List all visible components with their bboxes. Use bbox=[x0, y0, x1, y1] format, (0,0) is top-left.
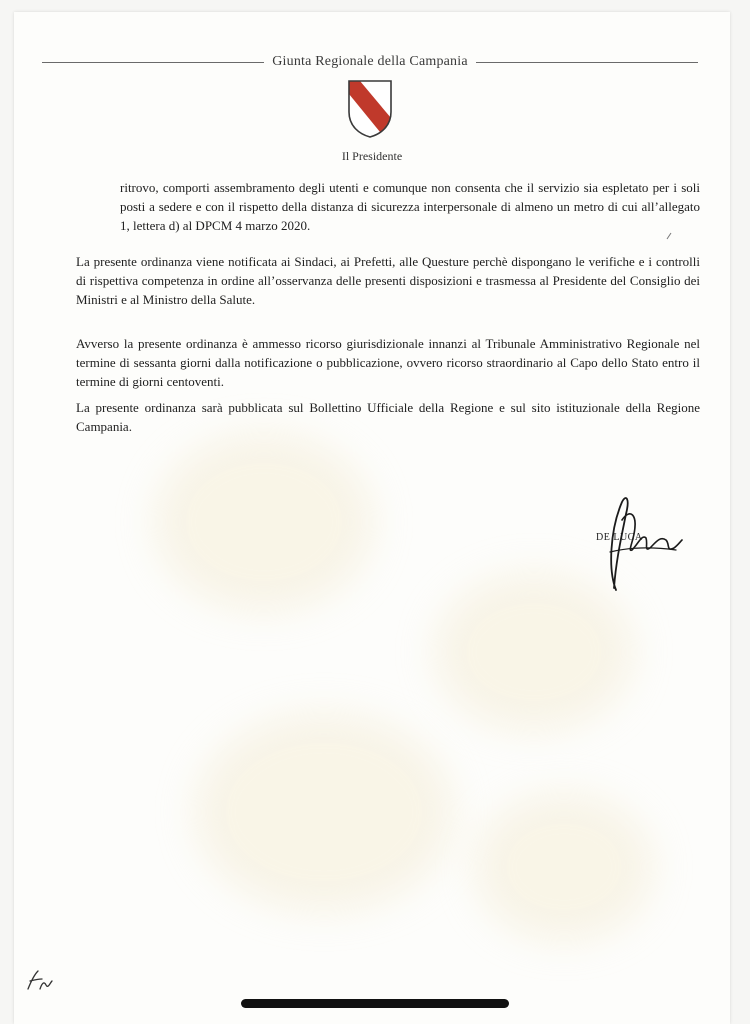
paper-stain bbox=[474, 792, 654, 942]
handwritten-initials-icon bbox=[24, 967, 54, 993]
document-page[interactable] bbox=[14, 12, 730, 1024]
paper-stain bbox=[194, 712, 454, 912]
letterhead-title: Giunta Regionale della Campania bbox=[272, 54, 468, 69]
home-indicator[interactable] bbox=[241, 999, 509, 1008]
letterhead bbox=[42, 54, 698, 70]
notification-paragraph: La presente ordinanza viene notificata ai Sindaci, ai Prefetti, alle Questure perchè dispongano le verifiche e i controlli di rispettiva competenza in ordine all’osservanza delle presenti disposizioni e trasmessa al Presidente del Consiglio dei Ministri e al Ministro della Salute. bbox=[76, 254, 700, 307]
office-subtitle: Il Presidente bbox=[341, 149, 403, 163]
publication-paragraph: La presente ordinanza sarà pubblicata sul Bollettino Ufficiale della Regione e sul sito istituzionale della Regione Campania. bbox=[76, 400, 700, 434]
handwritten-signature-icon bbox=[586, 490, 686, 600]
continuation-paragraph: ritrovo, comporti assembramento degli utenti e comunque non consenta che il servizio sia espletato per i soli posti a sedere e con il rispetto della distanza di sicurezza interpersonale di almeno un metro di cui all’allegato 1, lettera d) al DPCM 4 marzo 2020. bbox=[120, 180, 700, 233]
letterhead-rule-left bbox=[42, 62, 264, 63]
campania-coat-of-arms-icon bbox=[346, 78, 394, 140]
signatory-name: DE LUCA bbox=[596, 532, 643, 543]
paper-stain bbox=[154, 432, 374, 612]
appeal-paragraph: Avverso la presente ordinanza è ammesso ricorso giurisdizionale innanzi al Tribunale Amministrativo Regionale nel termine di sessanta giorni dalla notificazione o pubblicazione, ovvero ricorso straordinario al Capo dello Stato entro il termine di giorni centoventi. bbox=[76, 336, 700, 389]
letterhead-rule-right bbox=[476, 62, 698, 63]
